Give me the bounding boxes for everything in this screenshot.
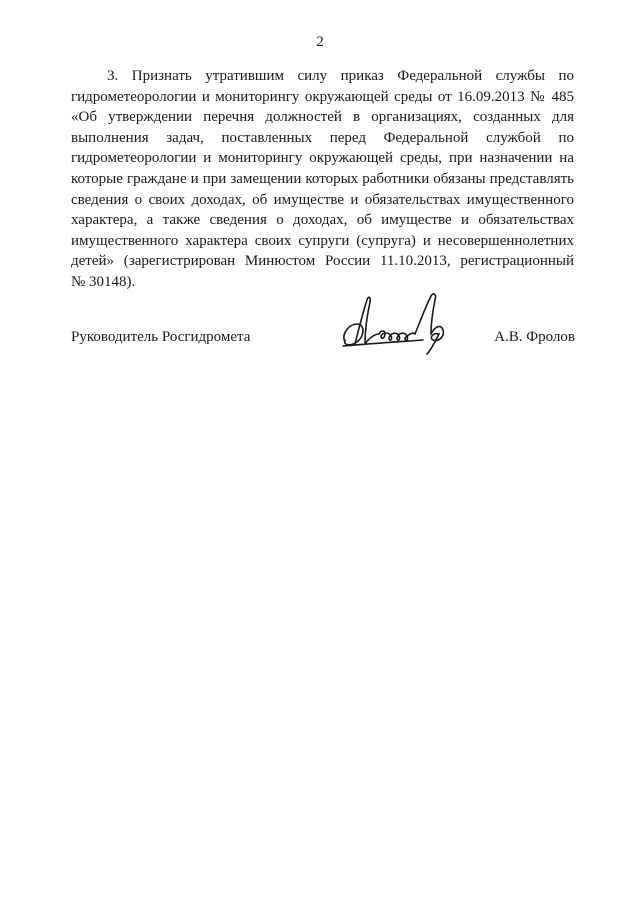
paragraph-line: сведения о своих доходах, об имуществе и обязательствах имущественного — [71, 191, 574, 208]
paragraph-line: № 30148). — [71, 273, 136, 290]
paragraph-item-3 — [71, 66, 574, 293]
paragraph-line: гидрометеорологии и мониторингу окружающей среды, при назначении на — [71, 150, 574, 167]
signature-icon — [335, 290, 455, 356]
paragraph-line: «Об утверждении перечня должностей в организациях, созданных для — [71, 109, 574, 126]
signer-position: Руководитель Росгидромета — [71, 329, 251, 345]
paragraph-line: которые граждане и при замещении которых работники обязаны представлять — [71, 170, 574, 187]
signature-block — [71, 290, 575, 360]
paragraph-line: выполнения задач, поставленных перед Федеральной службой по — [71, 129, 574, 146]
signer-name: А.В. Фролов — [494, 329, 575, 345]
paragraph-line: детей» (зарегистрирован Минюстом России 11.10.2013, регистрационный — [71, 253, 574, 270]
paragraph-line: гидрометеорологии и мониторингу окружающей среды от 16.09.2013 № 485 — [71, 88, 574, 105]
paragraph-line: 3. Признать утратившим силу приказ Федеральной службы по — [107, 68, 574, 84]
paragraph-line: имущественного характера своих супруги (супруга) и несовершеннолетних — [71, 232, 574, 249]
page-number: 2 — [316, 34, 324, 50]
paragraph-line: характера, а также сведения о доходах, об имуществе и обязательствах — [71, 212, 574, 229]
